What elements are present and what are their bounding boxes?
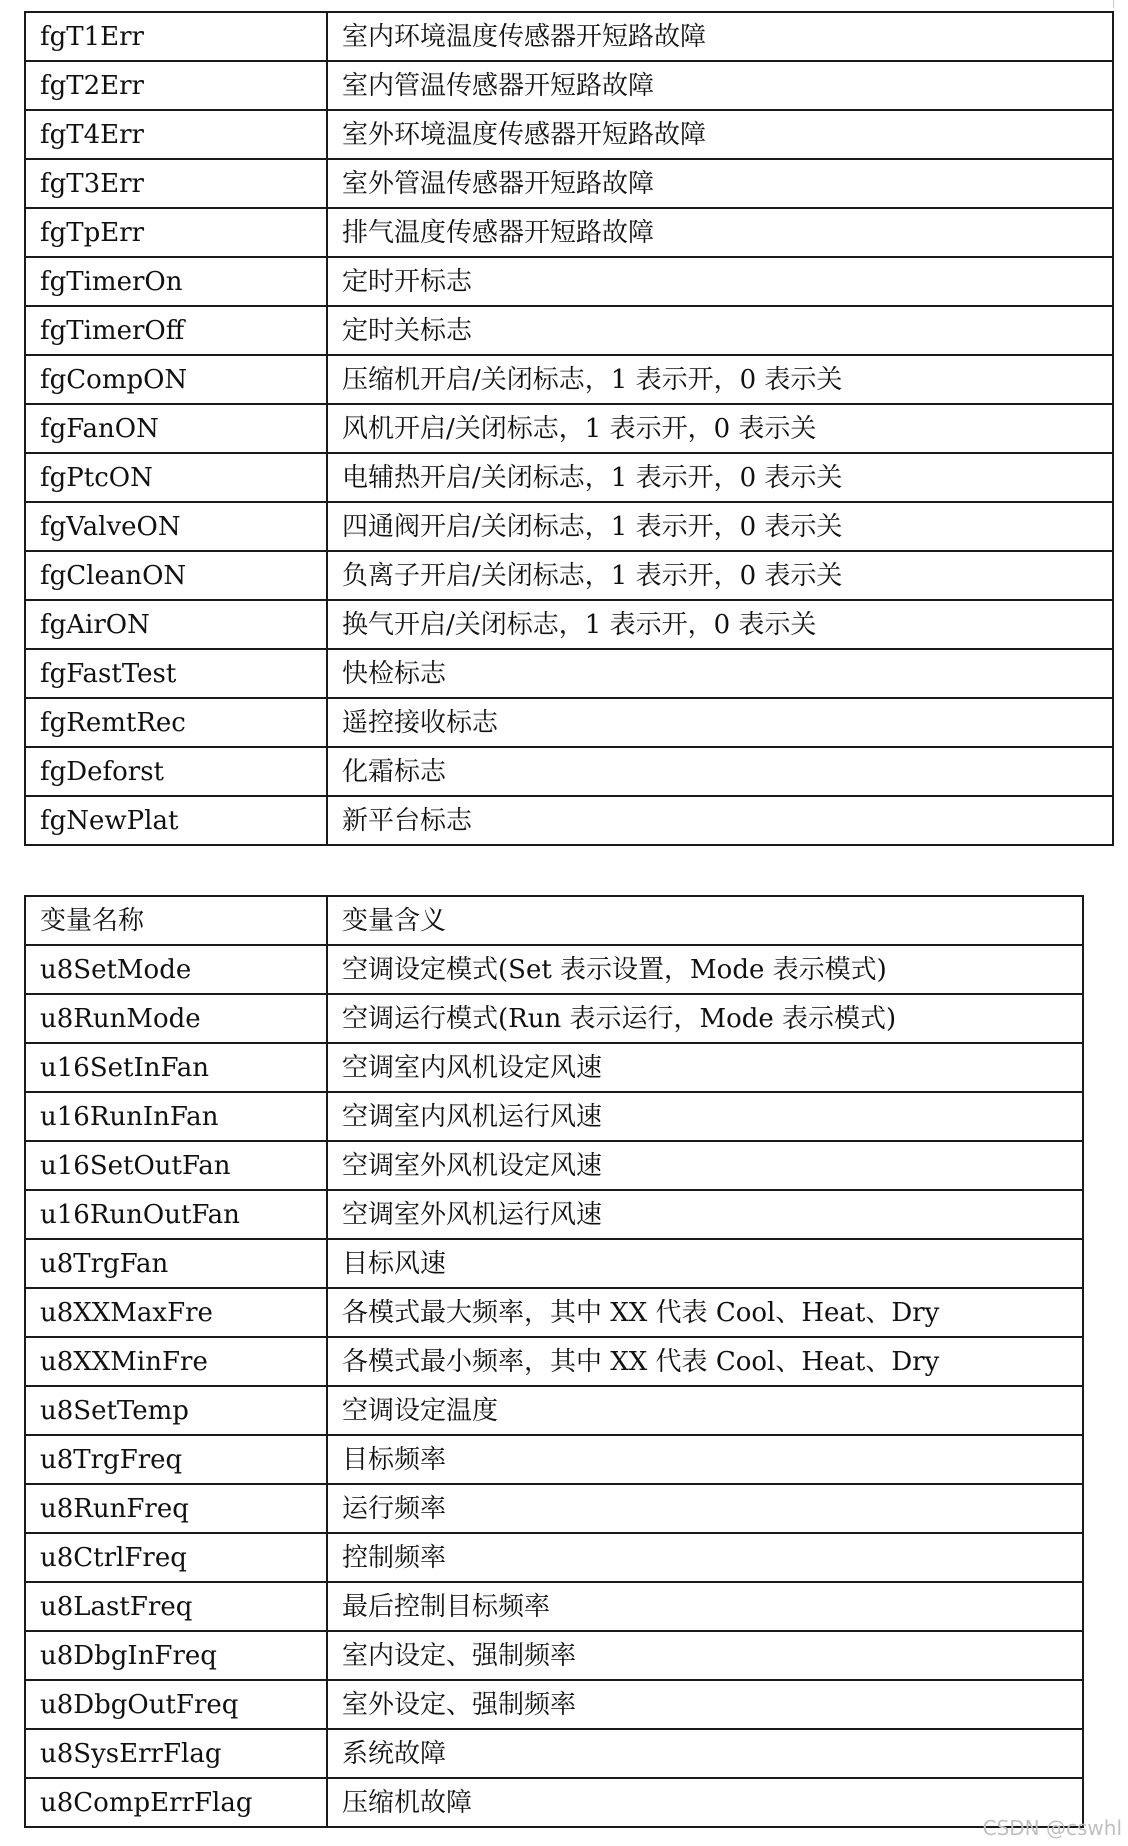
table-row (25, 698, 1113, 747)
variable-name-cell: u8SetMode (25, 945, 327, 994)
table-row (25, 796, 1113, 845)
variable-name-cell: fgCleanON (25, 551, 327, 600)
table-row (25, 1533, 1083, 1582)
variable-name-cell: fgT3Err (25, 159, 327, 208)
variable-name-cell: u8CtrlFreq (25, 1533, 327, 1582)
table-row (25, 404, 1113, 453)
page-edge-line (1113, 0, 1114, 8)
variable-name-cell: fgNewPlat (25, 796, 327, 845)
variable-meaning-cell: 室外设定、强制频率 (327, 1680, 1083, 1729)
variable-name-cell: fgRemtRec (25, 698, 327, 747)
table-row (25, 1337, 1083, 1386)
table-row (25, 1239, 1083, 1288)
variable-meaning-cell: 风机开启/关闭标志，1 表示开，0 表示关 (327, 404, 1113, 453)
variable-meaning-cell: 空调设定温度 (327, 1386, 1083, 1435)
variable-meaning-cell: 压缩机开启/关闭标志，1 表示开，0 表示关 (327, 355, 1113, 404)
variable-meaning-cell: 各模式最小频率，其中 XX 代表 Cool、Heat、Dry (327, 1337, 1083, 1386)
variable-name-cell: fgPtcON (25, 453, 327, 502)
variable-meaning-cell: 室外环境温度传感器开短路故障 (327, 110, 1113, 159)
variable-name-cell: fgT4Err (25, 110, 327, 159)
table-row (25, 649, 1113, 698)
variable-name-cell: u8LastFreq (25, 1582, 327, 1631)
variable-name-cell: u8RunFreq (25, 1484, 327, 1533)
table-row (25, 1631, 1083, 1680)
table-row (25, 600, 1113, 649)
table-row (25, 1778, 1083, 1827)
table-row (25, 208, 1113, 257)
variable-name-cell: fgT2Err (25, 61, 327, 110)
table-row (25, 1582, 1083, 1631)
table-row (25, 1190, 1083, 1239)
table-row (25, 1043, 1083, 1092)
variable-meaning-cell: 定时开标志 (327, 257, 1113, 306)
variable-meaning-cell: 控制频率 (327, 1533, 1083, 1582)
variable-meaning-cell: 化霜标志 (327, 747, 1113, 796)
table-row (25, 110, 1113, 159)
variable-meaning-cell: 目标频率 (327, 1435, 1083, 1484)
variable-meaning-cell: 运行频率 (327, 1484, 1083, 1533)
variable-meaning-cell: 系统故障 (327, 1729, 1083, 1778)
table-row (25, 1435, 1083, 1484)
variable-name-cell: u8XXMinFre (25, 1337, 327, 1386)
variable-meaning-cell: 室外管温传感器开短路故障 (327, 159, 1113, 208)
variable-meaning-cell: 空调设定模式(Set 表示设置，Mode 表示模式) (327, 945, 1083, 994)
table-row (25, 1484, 1083, 1533)
variable-meaning-cell: 压缩机故障 (327, 1778, 1083, 1827)
variable-name-cell: fgCompON (25, 355, 327, 404)
table-row (25, 1680, 1083, 1729)
variable-name-cell: fgDeforst (25, 747, 327, 796)
variable-meaning-cell: 最后控制目标频率 (327, 1582, 1083, 1631)
table-header-row (25, 896, 1083, 945)
variable-name-cell: fgAirON (25, 600, 327, 649)
variable-meaning-cell: 室内环境温度传感器开短路故障 (327, 12, 1113, 61)
header-meaning-cell: 变量含义 (327, 896, 1083, 945)
variable-name-cell: u16SetInFan (25, 1043, 327, 1092)
table-row (25, 747, 1113, 796)
control-variable-table (24, 895, 1084, 1828)
table-row (25, 453, 1113, 502)
variable-name-cell: u8TrgFan (25, 1239, 327, 1288)
variable-meaning-cell: 空调室外风机设定风速 (327, 1141, 1083, 1190)
table-row (25, 12, 1113, 61)
variable-meaning-cell: 换气开启/关闭标志，1 表示开，0 表示关 (327, 600, 1113, 649)
variable-meaning-cell: 电辅热开启/关闭标志，1 表示开，0 表示关 (327, 453, 1113, 502)
variable-name-cell: u8DbgInFreq (25, 1631, 327, 1680)
flag-variable-table (24, 11, 1114, 846)
table-row (25, 355, 1113, 404)
variable-meaning-cell: 目标风速 (327, 1239, 1083, 1288)
table-row (25, 502, 1113, 551)
variable-meaning-cell: 空调室内风机运行风速 (327, 1092, 1083, 1141)
table-row (25, 1141, 1083, 1190)
variable-meaning-cell: 空调室外风机运行风速 (327, 1190, 1083, 1239)
variable-name-cell: u8CompErrFlag (25, 1778, 327, 1827)
table-row (25, 1288, 1083, 1337)
variable-name-cell: u16SetOutFan (25, 1141, 327, 1190)
variable-name-cell: u8TrgFreq (25, 1435, 327, 1484)
variable-name-cell: fgT1Err (25, 12, 327, 61)
variable-meaning-cell: 新平台标志 (327, 796, 1113, 845)
variable-meaning-cell: 室内管温传感器开短路故障 (327, 61, 1113, 110)
table-row (25, 61, 1113, 110)
variable-meaning-cell: 空调运行模式(Run 表示运行，Mode 表示模式) (327, 994, 1083, 1043)
header-name-cell: 变量名称 (25, 896, 327, 945)
variable-name-cell: fgValveON (25, 502, 327, 551)
variable-meaning-cell: 各模式最大频率，其中 XX 代表 Cool、Heat、Dry (327, 1288, 1083, 1337)
variable-name-cell: fgFanON (25, 404, 327, 453)
variable-meaning-cell: 四通阀开启/关闭标志，1 表示开，0 表示关 (327, 502, 1113, 551)
variable-name-cell: u8SysErrFlag (25, 1729, 327, 1778)
variable-meaning-cell: 室内设定、强制频率 (327, 1631, 1083, 1680)
variable-name-cell: u8RunMode (25, 994, 327, 1043)
variable-meaning-cell: 定时关标志 (327, 306, 1113, 355)
variable-meaning-cell: 排气温度传感器开短路故障 (327, 208, 1113, 257)
variable-name-cell: fgFastTest (25, 649, 327, 698)
table-row (25, 1092, 1083, 1141)
variable-name-cell: fgTpErr (25, 208, 327, 257)
variable-meaning-cell: 快检标志 (327, 649, 1113, 698)
table-row (25, 945, 1083, 994)
variable-name-cell: u16RunInFan (25, 1092, 327, 1141)
table-row (25, 551, 1113, 600)
table-row (25, 306, 1113, 355)
watermark: CSDN @cswhl (982, 1816, 1122, 1840)
variable-meaning-cell: 遥控接收标志 (327, 698, 1113, 747)
table-row (25, 159, 1113, 208)
variable-meaning-cell: 空调室内风机设定风速 (327, 1043, 1083, 1092)
variable-name-cell: u16RunOutFan (25, 1190, 327, 1239)
table-row (25, 257, 1113, 306)
table-row (25, 1729, 1083, 1778)
variable-name-cell: u8SetTemp (25, 1386, 327, 1435)
variable-name-cell: u8XXMaxFre (25, 1288, 327, 1337)
variable-name-cell: u8DbgOutFreq (25, 1680, 327, 1729)
variable-meaning-cell: 负离子开启/关闭标志，1 表示开，0 表示关 (327, 551, 1113, 600)
variable-name-cell: fgTimerOff (25, 306, 327, 355)
table-row (25, 1386, 1083, 1435)
variable-name-cell: fgTimerOn (25, 257, 327, 306)
table-row (25, 994, 1083, 1043)
